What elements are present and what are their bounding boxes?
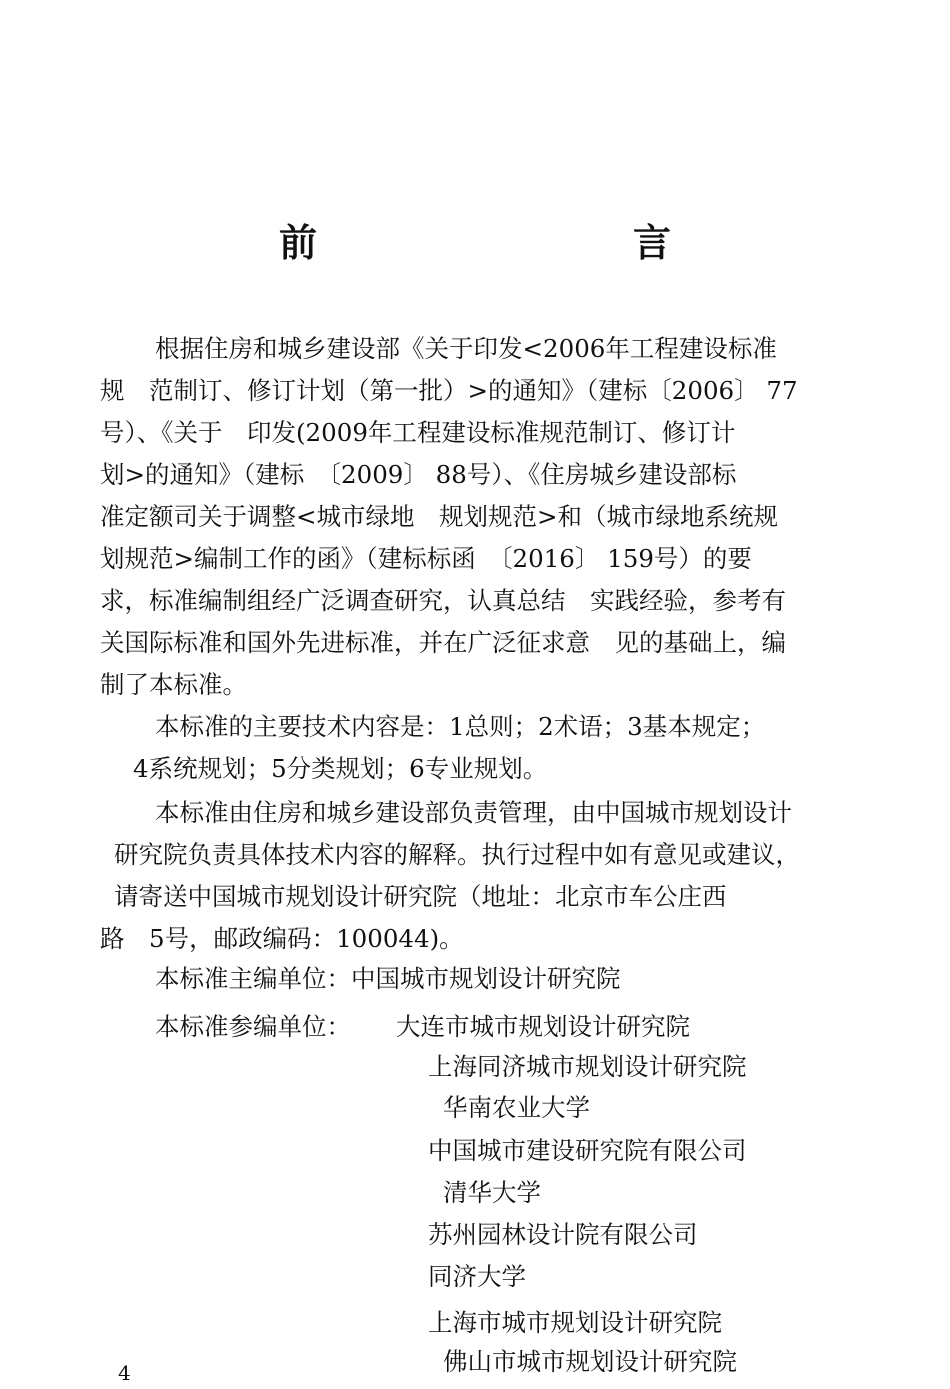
paragraph-line: 求，标准编制组经广泛调查研究，认真总结 实践经验，参考有 [100,586,786,615]
paragraph-line: 请寄送中国城市规划设计研究院（地址：北京市车公庄西 [114,882,727,911]
paragraph-line: 路 5号，邮政编码：100044)。 [100,924,464,953]
paragraph-line: 划>的通知》（建标 〔2009〕 88号）、《住房城乡建设部标 [100,460,737,489]
paragraph-line: 研究院负责具体技术内容的解释。执行过程中如有意见或建议， [114,840,800,869]
participating-unit: 上海同济城市规划设计研究院 [428,1052,747,1081]
paragraph-line: 号）、《关于 印发(2009年工程建设标准规范制订、修订计 [100,418,736,447]
paragraph-management [100,792,870,960]
paragraph-basis [100,328,870,706]
page-number: 4 [118,1361,131,1385]
paragraph-line: 规 范制订、修订计划（第一批）>的通知》（建标〔2006〕 77 [100,376,798,405]
participating-unit: 苏州园林设计院有限公司 [428,1220,698,1249]
participating-unit: 清华大学 [443,1178,541,1207]
participating-unit: 中国城市建设研究院有限公司 [428,1136,747,1165]
page-title: 前 言 [278,220,751,265]
paragraph-line: 划规范>编制工作的函》（建标标函 〔2016〕 159号）的要 [100,544,752,573]
paragraph-line: 4系统规划；5分类规划；6专业规划。 [133,754,548,783]
paragraph-line: 本标准由住房和城乡建设部负责管理，由中国城市规划设计 [155,798,792,827]
participating-unit: 大连市城市规划设计研究院 [396,1012,690,1041]
participating-unit: 上海市城市规划设计研究院 [428,1308,722,1337]
participating-unit: 佛山市城市规划设计研究院 [443,1347,737,1376]
paragraph-line: 根据住房和城乡建设部《关于印发<2006年工程建设标准 [155,334,777,363]
participating-unit: 同济大学 [428,1262,526,1291]
paragraph-line: 关国际标准和国外先进标准，并在广泛征求意 见的基础上，编 [100,628,786,657]
paragraph-line: 制了本标准。 [100,670,247,699]
paragraph-contents [100,706,870,790]
paragraph-line: 本标准的主要技术内容是：1总则；2术语；3基本规定； [155,712,766,741]
paragraph-line: 准定额司关于调整<城市绿地 规划规范>和（城市绿地系统规 [100,502,779,531]
chief-editing-unit: 本标准主编单位：中国城市规划设计研究院 [155,964,621,993]
participating-unit: 华南农业大学 [443,1093,590,1122]
participating-units-label: 本标准参编单位： [155,1012,351,1041]
